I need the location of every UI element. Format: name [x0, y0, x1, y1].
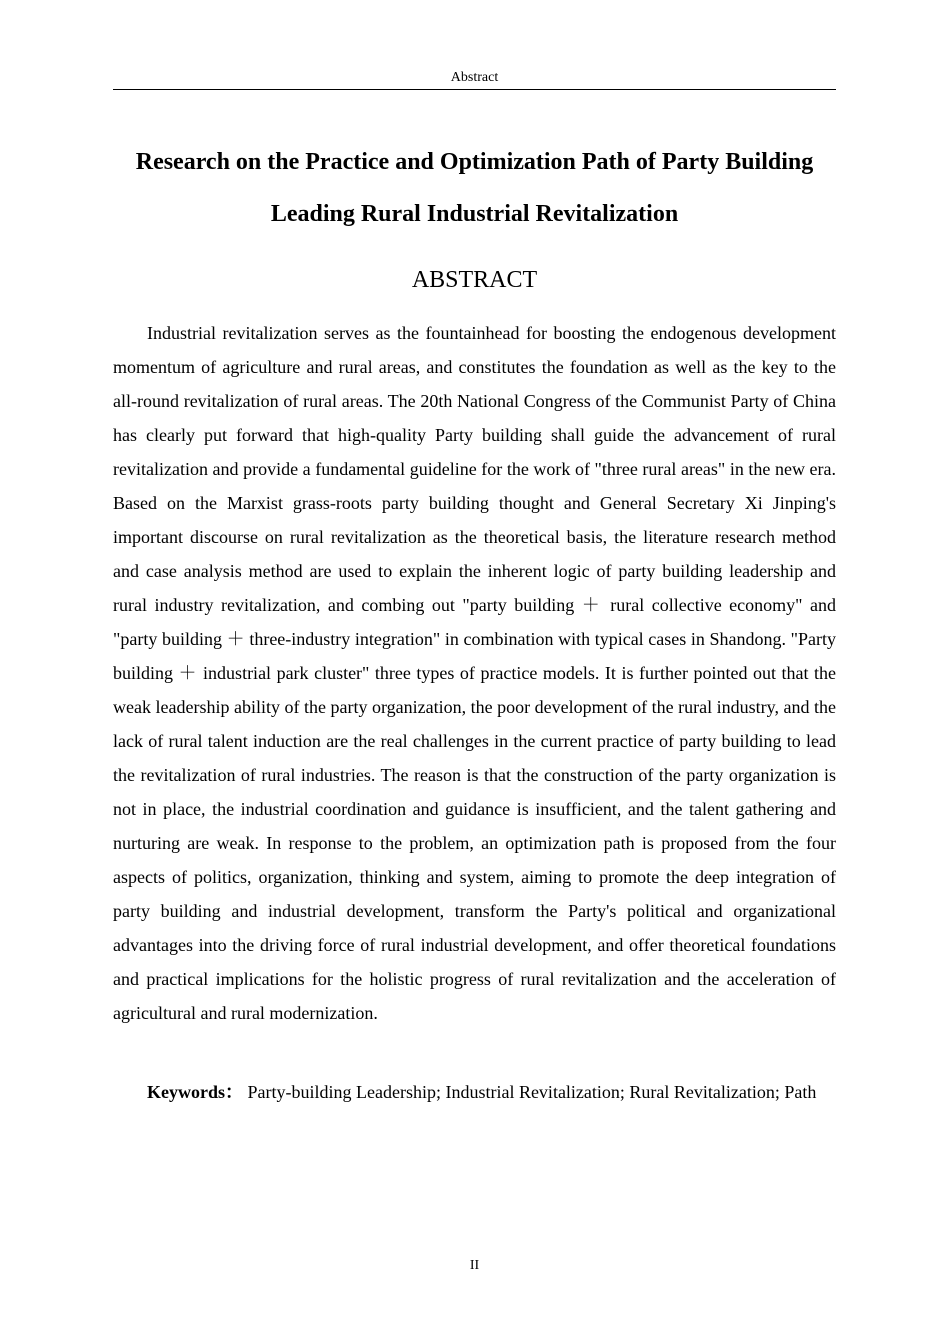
abstract-heading: ABSTRACT	[411, 267, 538, 293]
running-header	[113, 69, 836, 90]
keywords-label: Keywords：	[147, 1082, 243, 1102]
paper-title-line-1: Research on the Practice and Optimization Path of Party Building	[135, 149, 814, 175]
page-number: II	[469, 1258, 480, 1273]
paper-title-line-2: Leading Rural Industrial Revitalization	[270, 201, 679, 227]
keywords-paragraph	[113, 1076, 836, 1109]
abstract-body: Industrial revitalization serves as the fountainhead for boosting the endogenous development momentum of agriculture and rural areas, and constitutes the foundation as well as the key to the all-round revitalization of rural areas. The 20th National Congress of the Communist Party of China has clearly put forward that high-quality Party building shall guide the advancement of rural revitalization and provide a fundamental guideline for the work of "three rural areas" in the new era. Based on the Marxist grass-roots party building thought and General Secretary Xi Jinping's important discourse on rural revitalization as the theoretical basis, the literature research method and case analysis method are used to explain the inherent logic of party building leadership and rural industry revitalization, and combing out "party building ＋ rural collective economy" and "party building ＋ three-industry integration" in combination with typical cases in Shandong. "Party building ＋ industrial park cluster" three types of practice models. It is further pointed out that the weak leadership ability of the party organization, the poor development of the rural industry, and the lack of rural talent induction are the real challenges in the current practice of party building to lead the revitalization of rural industries. The reason is that the construction of the party organization is not in place, the industrial coordination and guidance is insufficient, and the talent gathering and nurturing are weak. In response to the problem, an optimization path is proposed from the four aspects of politics, organization, thinking and system, aiming to promote the deep integration of party building and industrial development, transform the Party's political and organizational advantages into the driving force of rural industrial development, and offer theoretical foundations and practical implications for the holistic progress of rural revitalization and the acceleration of agricultural and rural modernization.	[113, 323, 836, 1023]
keywords-text: Party-building Leadership; Industrial Revitalization; Rural Revitalization; Path	[247, 1082, 817, 1102]
paper-title	[113, 136, 836, 240]
running-header-title: Abstract	[450, 70, 499, 85]
